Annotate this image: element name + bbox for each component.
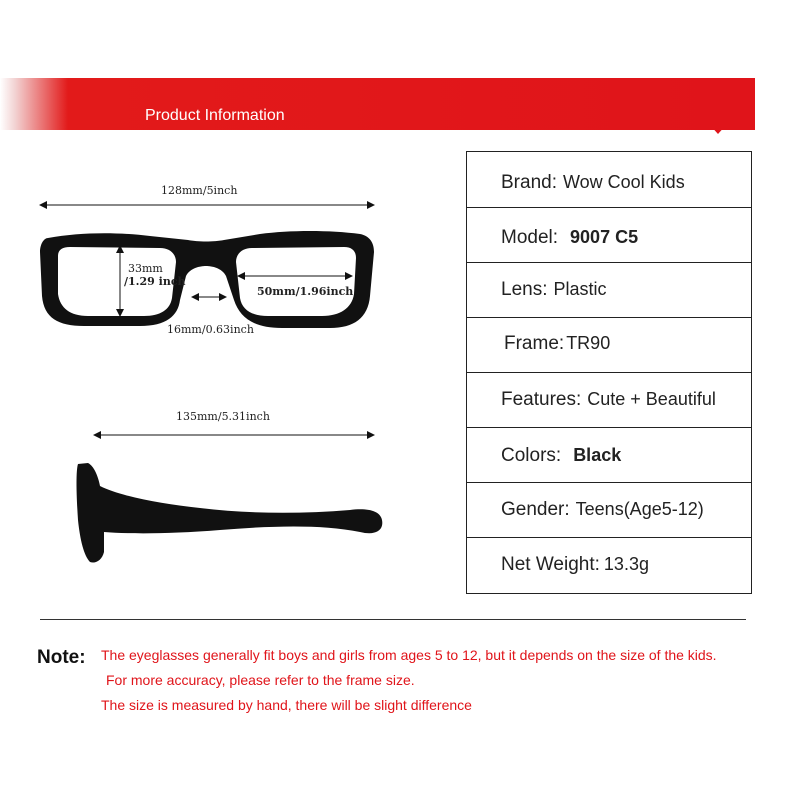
spec-value: Cute + Beautiful [587, 389, 716, 409]
spec-value: Teens(Age5-12) [575, 499, 704, 519]
spec-value: Plastic [553, 279, 607, 299]
spec-value: 9007 C5 [570, 227, 639, 247]
note-label: Note: [37, 647, 86, 668]
glasses-temple [77, 463, 383, 563]
note-line-1: The eyeglasses generally fit boys and girls from ages 5 to 12, but it depends on the size of the kids. [101, 647, 717, 663]
divider [40, 619, 746, 620]
spec-table [466, 151, 752, 594]
spec-row-colors [467, 427, 751, 482]
spec-key: Brand: [501, 172, 557, 193]
spec-row-features [467, 372, 751, 427]
spec-row-lens [467, 262, 751, 317]
temple-length-label: 135mm/5.31inch [176, 410, 270, 423]
spec-key: Lens: [501, 279, 548, 300]
spec-key: Model: [501, 227, 559, 248]
bridge-label: 16mm/0.63inch [167, 323, 254, 336]
spec-row-gender [467, 482, 751, 537]
banner-title: Product Information [145, 107, 285, 124]
lens-height-label-in: /1.29 inch [124, 275, 186, 288]
lens-width-label: 50mm/1.96inch [257, 285, 354, 298]
spec-row-brand [467, 152, 751, 207]
spec-value: Black [573, 445, 622, 465]
overall-width-label: 128mm/5inch [161, 184, 238, 197]
spec-key: Net Weight: [501, 554, 600, 575]
spec-value: Wow Cool Kids [562, 172, 685, 192]
spec-row-model [467, 207, 751, 262]
spec-key: Colors: [501, 445, 562, 466]
note-line-2: For more accuracy, please refer to the frame size. [106, 672, 415, 688]
spec-key: Features: [501, 389, 582, 410]
lens-height-label-mm: 33mm [128, 262, 163, 275]
spec-row-frame [467, 317, 751, 372]
spec-value: TR90 [566, 333, 611, 353]
spec-key: Frame: [504, 333, 565, 354]
spec-value: 13.3g [603, 554, 649, 574]
spec-row-weight [467, 537, 751, 593]
spec-key: Gender: [501, 499, 570, 520]
note-line-3: The size is measured by hand, there will be slight difference [101, 697, 472, 713]
glasses-front [40, 231, 374, 328]
